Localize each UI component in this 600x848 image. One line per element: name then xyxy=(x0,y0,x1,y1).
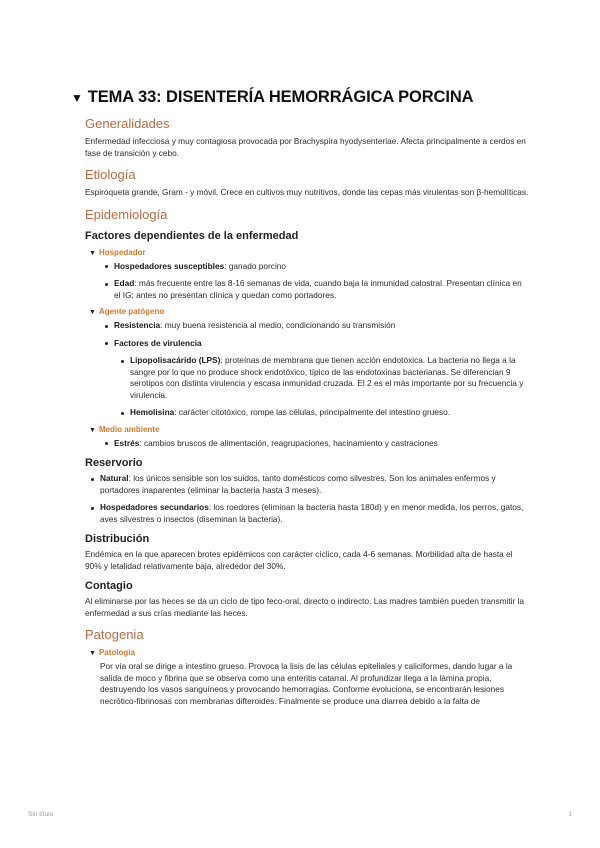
list-item: Edad: más frecuente entre las 8-16 semanas de vida, cuando baja la inmunidad calostral. Presentan clínica en el IG; antes no presentan clínica y quedan como portadores. xyxy=(114,278,530,301)
list-item: Lipopolisacárido (LPS): proteínas de membrana que tienen acción endotóxica. La bacteria no llega a la sangre por lo que no produce shock endotóxico, típico de las endotoxinas bacterianas. Se diferencian 9 serotipos con distinta virulencia y escasa inmunidad cruzada. El 2 es el más importante por su frecuencia y virulencia. xyxy=(130,355,530,401)
heading-etiologia: Etiología xyxy=(85,167,136,182)
heading-epidemiologia: Epidemiología xyxy=(85,206,168,222)
heading-distribucion: Distribución xyxy=(85,533,150,545)
toggle-patologia[interactable] xyxy=(89,648,530,657)
page-title[interactable] xyxy=(71,88,530,107)
footer-page-number: 1 xyxy=(568,811,572,818)
page-title-text: TEMA 33: DISENTERÍA HEMORRÁGICA PORCINA xyxy=(87,88,474,106)
list-reservorio xyxy=(100,473,530,525)
list-item: Resistencia: muy buena resistencia al medio, condicionando su transmisión xyxy=(114,320,530,332)
toggle-label: Patología xyxy=(98,648,135,657)
triangle-down-icon[interactable]: ▼ xyxy=(89,426,96,434)
paragraph-distribucion: Endémica en la que aparecen brotes epidémicos con carácter cíclico, cada 4-6 semanas. Morbilidad alta de hasta el 90% y letalidad relativamente baja, alrededor del 30%. xyxy=(85,549,513,571)
triangle-down-icon[interactable]: ▼ xyxy=(89,650,96,657)
heading-patogenia: Patogenia xyxy=(85,627,144,642)
paragraph-etiologia: Espiroqueta grande, Gram - y móvil. Crece en cultivos muy nutritivos, donde las cepas más virulentas son β-hemolíticas. xyxy=(85,187,529,197)
list-item: Factores de virulencia xyxy=(114,338,530,350)
document-content xyxy=(72,88,530,707)
footer-doc-title: Sin título xyxy=(28,811,54,818)
toggle-agente[interactable] xyxy=(89,307,530,316)
triangle-down-icon[interactable]: ▼ xyxy=(89,249,96,257)
list-agente xyxy=(114,320,530,349)
heading-contagio: Contagio xyxy=(85,580,133,592)
paragraph-contagio: Al eliminarse por las heces se da un ciclo de tipo feco-oral, directo o indirecto. Las madres también pueden transmitir la enfermedad a sus crías mediante las heces. xyxy=(85,596,525,618)
list-item: Estrés: cambios bruscos de alimentación, reagrupaciones, hacinamiento y castraciones xyxy=(114,438,530,450)
toggle-label: Hospedador xyxy=(98,247,146,257)
paragraph-patologia: Por vía oral se dirige a intestino grueso. Provoca la lisis de las células epiteliales y caliciformes, dando lugar a la salida de moco y fibrina que se observa como una enteritis catarral. Al profundizar llega a la lámina propia, destruyendo los vasos sanguíneos y provocando hemorragias. Conforme evoluciona, se encontrarán lesiones necrótico-fibrinosas con membranas difteroides. Finalmente se produce una diarrea debido a la falta de xyxy=(100,661,513,706)
toggle-medio[interactable] xyxy=(89,425,530,434)
toggle-hospedador[interactable] xyxy=(89,248,530,257)
list-item: Natural: los únicos sensible son los suidos, tanto domésticos como silvestres. Son los animales enfermos y portadores inaparentes (eliminar la bacteria hasta 3 meses). xyxy=(100,473,530,496)
list-item: Hospedadores secundarios: los roedores (eliminan la bacteria hasta 180d) y en menor medida, los perros, gatos, aves silvestres o insectos (diseminan la bacteria). xyxy=(100,502,530,525)
toggle-label: Medio ambiente xyxy=(98,424,160,434)
triangle-down-icon[interactable]: ▼ xyxy=(71,91,83,105)
heading-generalidades: Generalidades xyxy=(85,116,170,131)
toggle-label: Agente patógeno xyxy=(98,307,165,316)
heading-factores: Factores dependientes de la enfermedad xyxy=(85,229,299,242)
list-hospedador xyxy=(114,261,530,302)
list-virulencia xyxy=(130,355,530,419)
triangle-down-icon[interactable]: ▼ xyxy=(89,309,96,316)
list-medio xyxy=(114,438,530,450)
paragraph-generalidades: Enfermedad infecciosa y muy contagiosa provocada por Brachyspira hyodysenteriae. Afecta principalmente a cerdos en fase de transición y cebo. xyxy=(85,136,526,158)
heading-reservorio: Reservorio xyxy=(85,457,143,469)
list-item: Hospedadores susceptibles: ganado porcino xyxy=(114,261,530,273)
list-item: Hemolisina: carácter citotóxico, rompe las células, principalmente del intestino grueso. xyxy=(130,407,530,419)
